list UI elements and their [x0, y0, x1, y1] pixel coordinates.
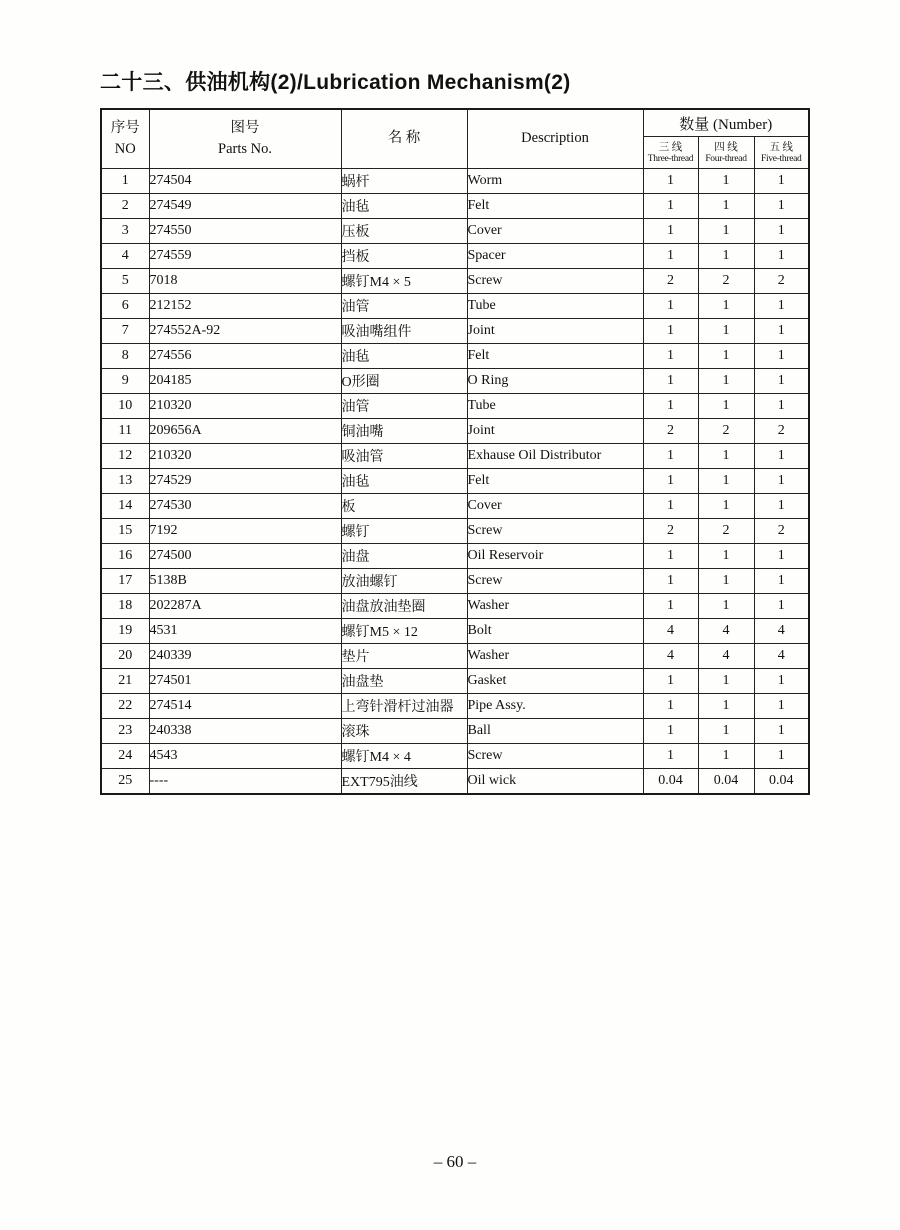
- cell-name: 螺钉M4 × 5: [341, 269, 467, 294]
- cell-no: 15: [101, 519, 149, 544]
- cell-parts-no: 212152: [149, 294, 341, 319]
- cell-description: Oil Reservoir: [467, 544, 643, 569]
- cell-qty-five-thread: 1: [754, 194, 809, 219]
- cell-no: 1: [101, 169, 149, 194]
- header-four-thread-zh: 四 线: [714, 142, 738, 153]
- cell-parts-no: 274529: [149, 469, 341, 494]
- cell-parts-no: 274514: [149, 694, 341, 719]
- cell-no: 19: [101, 619, 149, 644]
- cell-name: 螺钉M5 × 12: [341, 619, 467, 644]
- cell-qty-three-thread: 1: [643, 294, 698, 319]
- cell-qty-three-thread: 1: [643, 544, 698, 569]
- cell-qty-five-thread: 1: [754, 169, 809, 194]
- page-number: – 60 –: [433, 1152, 477, 1171]
- header-five-thread: [754, 137, 809, 169]
- cell-no: 7: [101, 319, 149, 344]
- cell-no: 14: [101, 494, 149, 519]
- table-row: [101, 644, 809, 669]
- table-row: [101, 619, 809, 644]
- header-three-thread: [643, 137, 698, 169]
- cell-qty-five-thread: 1: [754, 394, 809, 419]
- cell-no: 5: [101, 269, 149, 294]
- cell-qty-three-thread: 1: [643, 669, 698, 694]
- cell-qty-four-thread: 1: [698, 369, 754, 394]
- table-row: [101, 594, 809, 619]
- cell-name: O形圈: [341, 369, 467, 394]
- cell-no: 22: [101, 694, 149, 719]
- cell-qty-three-thread: 1: [643, 494, 698, 519]
- cell-qty-four-thread: 1: [698, 569, 754, 594]
- cell-qty-three-thread: 1: [643, 719, 698, 744]
- cell-qty-five-thread: 1: [754, 344, 809, 369]
- cell-description: Screw: [467, 269, 643, 294]
- cell-qty-three-thread: 1: [643, 694, 698, 719]
- header-description: Description: [467, 109, 643, 169]
- cell-qty-four-thread: 1: [698, 719, 754, 744]
- cell-name: 油盘放油垫圈: [341, 594, 467, 619]
- cell-qty-three-thread: 2: [643, 269, 698, 294]
- cell-qty-four-thread: 1: [698, 594, 754, 619]
- table-row: [101, 319, 809, 344]
- cell-qty-four-thread: 1: [698, 694, 754, 719]
- cell-name: 油盘垫: [341, 669, 467, 694]
- cell-qty-four-thread: 2: [698, 269, 754, 294]
- cell-parts-no: 274501: [149, 669, 341, 694]
- cell-description: Washer: [467, 594, 643, 619]
- cell-parts-no: 240338: [149, 719, 341, 744]
- cell-qty-five-thread: 1: [754, 594, 809, 619]
- cell-qty-three-thread: 1: [643, 569, 698, 594]
- cell-parts-no: 7018: [149, 269, 341, 294]
- header-parts-zh: 图号: [230, 119, 260, 136]
- header-no-zh: 序号: [110, 119, 140, 136]
- header-no-en: NO: [114, 141, 136, 157]
- cell-no: 3: [101, 219, 149, 244]
- header-parts-en: Parts No.: [218, 141, 272, 157]
- cell-description: Pipe Assy.: [467, 694, 643, 719]
- cell-description: Tube: [467, 294, 643, 319]
- cell-parts-no: 210320: [149, 444, 341, 469]
- cell-qty-five-thread: 1: [754, 719, 809, 744]
- cell-qty-three-thread: 1: [643, 469, 698, 494]
- header-five-thread-en: Five-thread: [761, 154, 802, 164]
- cell-qty-four-thread: 1: [698, 319, 754, 344]
- cell-name: 油管: [341, 394, 467, 419]
- cell-name: 油管: [341, 294, 467, 319]
- table-row: [101, 369, 809, 394]
- cell-qty-five-thread: 1: [754, 319, 809, 344]
- cell-name: 吸油管: [341, 444, 467, 469]
- cell-description: Felt: [467, 194, 643, 219]
- cell-qty-four-thread: 2: [698, 519, 754, 544]
- table-row: [101, 294, 809, 319]
- cell-qty-three-thread: 1: [643, 744, 698, 769]
- cell-qty-four-thread: 2: [698, 419, 754, 444]
- cell-qty-three-thread: 2: [643, 519, 698, 544]
- cell-qty-four-thread: 1: [698, 669, 754, 694]
- cell-qty-three-thread: 1: [643, 394, 698, 419]
- cell-description: O Ring: [467, 369, 643, 394]
- cell-description: Ball: [467, 719, 643, 744]
- cell-parts-no: 240339: [149, 644, 341, 669]
- parts-table: [100, 108, 810, 795]
- cell-qty-five-thread: 1: [754, 694, 809, 719]
- cell-parts-no: 4543: [149, 744, 341, 769]
- cell-qty-five-thread: 1: [754, 369, 809, 394]
- cell-parts-no: 274556: [149, 344, 341, 369]
- table-row: [101, 194, 809, 219]
- cell-no: 16: [101, 544, 149, 569]
- cell-qty-three-thread: 0.04: [643, 769, 698, 794]
- cell-parts-no: 5138B: [149, 569, 341, 594]
- header-four-thread-en: Four-thread: [705, 154, 747, 164]
- cell-parts-no: 202287A: [149, 594, 341, 619]
- cell-description: Joint: [467, 419, 643, 444]
- table-body: [101, 169, 809, 794]
- cell-no: 18: [101, 594, 149, 619]
- cell-description: Screw: [467, 569, 643, 594]
- table-header: [101, 109, 809, 169]
- cell-no: 24: [101, 744, 149, 769]
- header-five-thread-zh: 五 线: [769, 142, 794, 153]
- cell-qty-three-thread: 1: [643, 344, 698, 369]
- cell-name: 上弯针滑杆过油器: [341, 694, 467, 719]
- cell-qty-five-thread: 1: [754, 219, 809, 244]
- table-row: [101, 269, 809, 294]
- cell-qty-three-thread: 4: [643, 619, 698, 644]
- cell-qty-three-thread: 4: [643, 644, 698, 669]
- cell-name: EXT795油线: [341, 769, 467, 794]
- header-three-thread-zh: 三 线: [658, 142, 683, 153]
- cell-qty-three-thread: 1: [643, 169, 698, 194]
- table-row: [101, 169, 809, 194]
- header-four-thread: [698, 137, 754, 169]
- cell-qty-four-thread: 4: [698, 619, 754, 644]
- cell-description: Oil wick: [467, 769, 643, 794]
- cell-qty-five-thread: 2: [754, 269, 809, 294]
- cell-name: 滚珠: [341, 719, 467, 744]
- table-row: [101, 669, 809, 694]
- cell-qty-four-thread: 1: [698, 494, 754, 519]
- cell-qty-five-thread: 1: [754, 294, 809, 319]
- cell-qty-four-thread: 1: [698, 244, 754, 269]
- cell-name: 油盘: [341, 544, 467, 569]
- table-row: [101, 694, 809, 719]
- cell-description: Gasket: [467, 669, 643, 694]
- cell-qty-four-thread: 1: [698, 544, 754, 569]
- cell-qty-five-thread: 2: [754, 519, 809, 544]
- table-row: [101, 769, 809, 794]
- table-row: [101, 444, 809, 469]
- cell-description: Felt: [467, 469, 643, 494]
- table-row: [101, 569, 809, 594]
- cell-name: 蜗杆: [341, 169, 467, 194]
- cell-no: 10: [101, 394, 149, 419]
- cell-no: 21: [101, 669, 149, 694]
- table-row: [101, 244, 809, 269]
- cell-name: 吸油嘴组件: [341, 319, 467, 344]
- cell-parts-no: 274530: [149, 494, 341, 519]
- cell-qty-five-thread: 1: [754, 469, 809, 494]
- table-row: [101, 494, 809, 519]
- cell-qty-three-thread: 1: [643, 444, 698, 469]
- cell-name: 螺钉M4 × 4: [341, 744, 467, 769]
- cell-qty-four-thread: 1: [698, 744, 754, 769]
- cell-parts-no: ----: [149, 769, 341, 794]
- cell-qty-three-thread: 1: [643, 369, 698, 394]
- cell-description: Screw: [467, 744, 643, 769]
- cell-description: Worm: [467, 169, 643, 194]
- cell-parts-no: 274504: [149, 169, 341, 194]
- cell-qty-four-thread: 1: [698, 219, 754, 244]
- cell-name: 油毡: [341, 469, 467, 494]
- cell-no: 11: [101, 419, 149, 444]
- cell-description: Screw: [467, 519, 643, 544]
- header-parts-no: [149, 109, 341, 169]
- table-row: [101, 519, 809, 544]
- cell-description: Spacer: [467, 244, 643, 269]
- cell-qty-four-thread: 1: [698, 469, 754, 494]
- table-row: [101, 394, 809, 419]
- cell-description: Cover: [467, 494, 643, 519]
- cell-qty-five-thread: 2: [754, 419, 809, 444]
- cell-parts-no: 7192: [149, 519, 341, 544]
- cell-qty-five-thread: 1: [754, 444, 809, 469]
- cell-no: 12: [101, 444, 149, 469]
- cell-qty-four-thread: 1: [698, 444, 754, 469]
- cell-no: 6: [101, 294, 149, 319]
- cell-parts-no: 274550: [149, 219, 341, 244]
- cell-qty-four-thread: 1: [698, 344, 754, 369]
- cell-no: 8: [101, 344, 149, 369]
- cell-description: Felt: [467, 344, 643, 369]
- cell-no: 13: [101, 469, 149, 494]
- cell-qty-three-thread: 1: [643, 219, 698, 244]
- cell-parts-no: 210320: [149, 394, 341, 419]
- table-row: [101, 419, 809, 444]
- table-row: [101, 219, 809, 244]
- cell-qty-five-thread: 1: [754, 244, 809, 269]
- page-title: 二十三、供油机构(2)/Lubrication Mechanism(2): [100, 71, 571, 94]
- cell-qty-three-thread: 1: [643, 194, 698, 219]
- cell-name: 挡板: [341, 244, 467, 269]
- table-row: [101, 469, 809, 494]
- cell-no: 9: [101, 369, 149, 394]
- cell-qty-five-thread: 1: [754, 494, 809, 519]
- cell-no: 25: [101, 769, 149, 794]
- table-row: [101, 719, 809, 744]
- cell-name: 垫片: [341, 644, 467, 669]
- cell-parts-no: 274500: [149, 544, 341, 569]
- header-name: 名 称: [341, 109, 467, 169]
- cell-no: 2: [101, 194, 149, 219]
- cell-qty-five-thread: 4: [754, 644, 809, 669]
- cell-qty-five-thread: 1: [754, 744, 809, 769]
- header-number: 数量 (Number): [643, 109, 809, 137]
- cell-qty-five-thread: 1: [754, 569, 809, 594]
- cell-qty-four-thread: 0.04: [698, 769, 754, 794]
- header-no: [101, 109, 149, 169]
- cell-qty-three-thread: 2: [643, 419, 698, 444]
- cell-name: 螺钉: [341, 519, 467, 544]
- cell-description: Cover: [467, 219, 643, 244]
- cell-name: 压板: [341, 219, 467, 244]
- cell-qty-five-thread: 1: [754, 544, 809, 569]
- cell-qty-four-thread: 1: [698, 394, 754, 419]
- cell-qty-three-thread: 1: [643, 594, 698, 619]
- cell-qty-four-thread: 1: [698, 194, 754, 219]
- cell-description: Washer: [467, 644, 643, 669]
- cell-no: 4: [101, 244, 149, 269]
- cell-name: 放油螺钉: [341, 569, 467, 594]
- cell-parts-no: 209656A: [149, 419, 341, 444]
- cell-description: Exhause Oil Distributor: [467, 444, 643, 469]
- cell-qty-four-thread: 1: [698, 294, 754, 319]
- header-three-thread-en: Three-thread: [647, 154, 694, 164]
- cell-no: 23: [101, 719, 149, 744]
- cell-parts-no: 204185: [149, 369, 341, 394]
- cell-qty-four-thread: 4: [698, 644, 754, 669]
- cell-description: Tube: [467, 394, 643, 419]
- cell-qty-five-thread: 4: [754, 619, 809, 644]
- cell-qty-five-thread: 1: [754, 669, 809, 694]
- cell-name: 油毡: [341, 194, 467, 219]
- cell-qty-four-thread: 1: [698, 169, 754, 194]
- cell-name: 板: [341, 494, 467, 519]
- cell-qty-three-thread: 1: [643, 319, 698, 344]
- table-row: [101, 744, 809, 769]
- cell-no: 17: [101, 569, 149, 594]
- table-row: [101, 544, 809, 569]
- cell-description: Bolt: [467, 619, 643, 644]
- cell-parts-no: 274549: [149, 194, 341, 219]
- cell-name: 油毡: [341, 344, 467, 369]
- cell-parts-no: 4531: [149, 619, 341, 644]
- cell-qty-five-thread: 0.04: [754, 769, 809, 794]
- table-row: [101, 344, 809, 369]
- cell-description: Joint: [467, 319, 643, 344]
- cell-qty-three-thread: 1: [643, 244, 698, 269]
- cell-parts-no: 274559: [149, 244, 341, 269]
- cell-parts-no: 274552A-92: [149, 319, 341, 344]
- cell-no: 20: [101, 644, 149, 669]
- cell-name: 铜油嘴: [341, 419, 467, 444]
